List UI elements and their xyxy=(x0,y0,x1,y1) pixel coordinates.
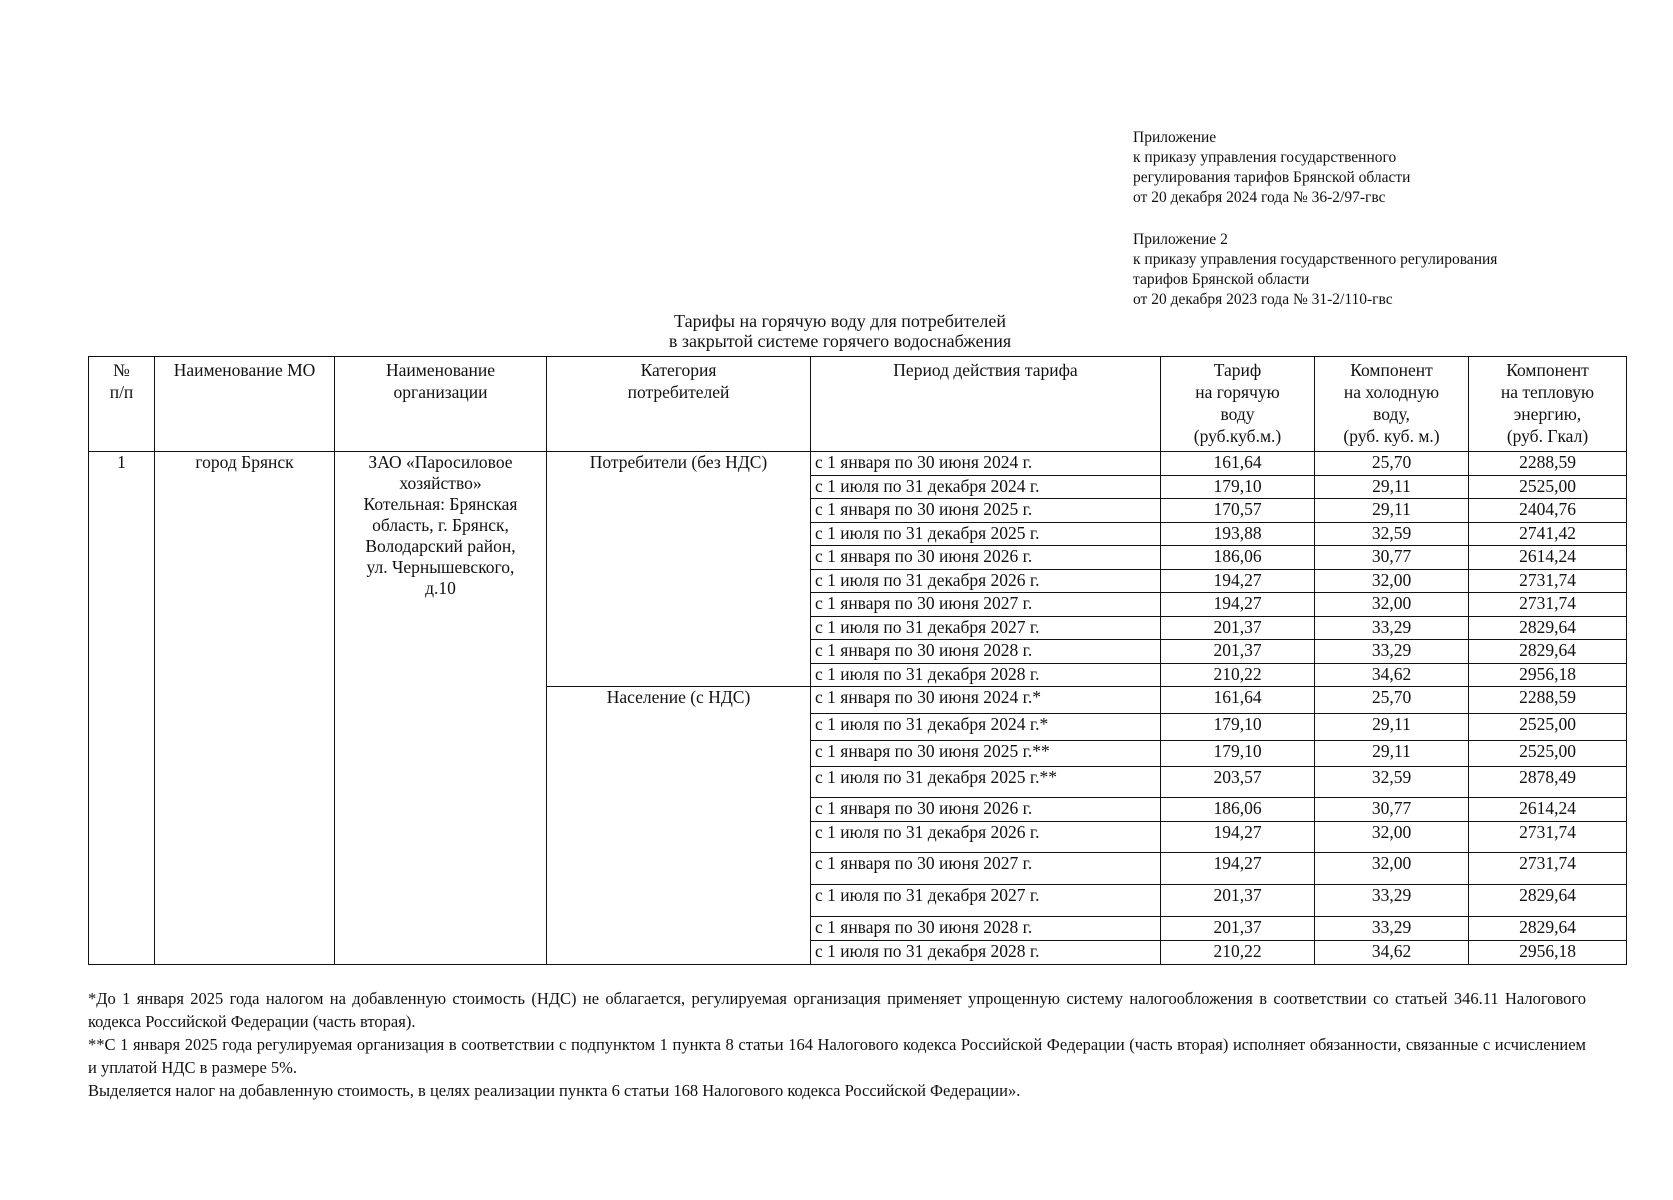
heat-cell: 2525,00 xyxy=(1469,475,1627,499)
heat-cell: 2288,59 xyxy=(1469,687,1627,714)
period-cell: с 1 января по 30 июня 2027 г. xyxy=(811,853,1161,885)
period-cell: с 1 января по 30 июня 2024 г.* xyxy=(811,687,1161,714)
heat-cell: 2829,64 xyxy=(1469,616,1627,640)
appendix-line: Приложение xyxy=(1133,129,1217,146)
mo-name-cell: город Брянск xyxy=(155,452,335,965)
cold-water-cell: 32,00 xyxy=(1315,853,1469,885)
tariff-cell: 193,88 xyxy=(1161,522,1315,546)
tariff-cell: 194,27 xyxy=(1161,853,1315,885)
header-tariff: Тариф на горячую воду (руб.куб.м.) xyxy=(1161,357,1315,452)
heat-cell: 2731,74 xyxy=(1469,569,1627,593)
cold-water-cell: 32,59 xyxy=(1315,522,1469,546)
tariff-cell: 161,64 xyxy=(1161,452,1315,476)
header-num: № п/п xyxy=(89,357,155,452)
header-heat-component: Компонент на тепловую энергию, (руб. Гкал) xyxy=(1469,357,1627,452)
table-title-line: в закрытой системе горячего водоснабжения xyxy=(668,331,1012,351)
cold-water-cell: 30,77 xyxy=(1315,546,1469,570)
footnotes xyxy=(88,987,1586,1102)
cold-water-cell: 34,62 xyxy=(1315,941,1469,965)
tariff-cell: 194,27 xyxy=(1161,822,1315,853)
appendix-line: Приложение 2 xyxy=(1133,231,1228,248)
heat-cell: 2288,59 xyxy=(1469,452,1627,476)
period-cell: с 1 января по 30 июня 2028 г. xyxy=(811,917,1161,941)
appendix-line: к приказу управления государственного регулирования xyxy=(1133,251,1498,268)
period-cell: с 1 января по 30 июня 2025 г. xyxy=(811,499,1161,523)
tariff-cell: 179,10 xyxy=(1161,741,1315,767)
header-org-name: Наименование организации xyxy=(335,357,547,452)
period-cell: с 1 января по 30 июня 2026 г. xyxy=(811,546,1161,570)
cold-water-cell: 32,00 xyxy=(1315,822,1469,853)
cold-water-cell: 33,29 xyxy=(1315,885,1469,917)
tariff-cell: 194,27 xyxy=(1161,593,1315,617)
heat-cell: 2956,18 xyxy=(1469,941,1627,965)
tariff-cell: 179,10 xyxy=(1161,475,1315,499)
table-header-row xyxy=(89,357,1627,452)
cold-water-cell: 29,11 xyxy=(1315,475,1469,499)
tariff-cell: 201,37 xyxy=(1161,616,1315,640)
tariff-cell: 210,22 xyxy=(1161,941,1315,965)
appendix-1-note xyxy=(1133,128,1653,208)
heat-cell: 2404,76 xyxy=(1469,499,1627,523)
heat-cell: 2829,64 xyxy=(1469,917,1627,941)
cold-water-cell: 33,29 xyxy=(1315,616,1469,640)
heat-cell: 2956,18 xyxy=(1469,663,1627,687)
appendix-line: от 20 декабря 2024 года № 36-2/97-гвс xyxy=(1133,189,1386,206)
heat-cell: 2731,74 xyxy=(1469,853,1627,885)
period-cell: с 1 июля по 31 декабря 2028 г. xyxy=(811,941,1161,965)
header-cold-water-component: Компонент на холодную воду, (руб. куб. м.) xyxy=(1315,357,1469,452)
cold-water-cell: 32,00 xyxy=(1315,593,1469,617)
table-row xyxy=(89,452,1627,476)
cold-water-cell: 29,11 xyxy=(1315,499,1469,523)
heat-cell: 2525,00 xyxy=(1469,741,1627,767)
period-cell: с 1 июля по 31 декабря 2028 г. xyxy=(811,663,1161,687)
appendix-line: тарифов Брянской области xyxy=(1133,271,1310,288)
category-cell: Население (с НДС) xyxy=(547,687,811,965)
cold-water-cell: 33,29 xyxy=(1315,640,1469,664)
period-cell: с 1 января по 30 июня 2026 г. xyxy=(811,798,1161,822)
period-cell: с 1 января по 30 июня 2027 г. xyxy=(811,593,1161,617)
period-cell: с 1 июля по 31 декабря 2024 г.* xyxy=(811,714,1161,741)
heat-cell: 2878,49 xyxy=(1469,767,1627,798)
appendix-line: регулирования тарифов Брянской области xyxy=(1133,169,1411,186)
row-number-cell: 1 xyxy=(89,452,155,965)
heat-cell: 2829,64 xyxy=(1469,640,1627,664)
tariff-cell: 186,06 xyxy=(1161,546,1315,570)
cold-water-cell: 25,70 xyxy=(1315,452,1469,476)
period-cell: с 1 июля по 31 декабря 2024 г. xyxy=(811,475,1161,499)
tariff-cell: 203,57 xyxy=(1161,767,1315,798)
tariff-cell: 201,37 xyxy=(1161,885,1315,917)
footnote-vat-5-percent: **С 1 января 2025 года регулируемая организация в соответствии с подпунктом 1 пункта 8 статьи 164 Налогового кодекса Российской Федерации (часть вторая) исполняет обязанности, связанные с исчислением и уплатой НДС в размере 5%. xyxy=(88,1035,1586,1077)
cold-water-cell: 29,11 xyxy=(1315,741,1469,767)
appendix-line: от 20 декабря 2023 года № 31-2/110-гвс xyxy=(1133,291,1393,308)
header-mo-name: Наименование МО xyxy=(155,357,335,452)
tariff-cell: 210,22 xyxy=(1161,663,1315,687)
cold-water-cell: 30,77 xyxy=(1315,798,1469,822)
table-title xyxy=(600,311,1080,351)
table-title-line: Тарифы на горячую воду для потребителей xyxy=(674,311,1006,331)
header-category: Категория потребителей xyxy=(547,357,811,452)
tariff-cell: 170,57 xyxy=(1161,499,1315,523)
cold-water-cell: 32,59 xyxy=(1315,767,1469,798)
cold-water-cell: 32,00 xyxy=(1315,569,1469,593)
footnote-vat-exempt: *До 1 января 2025 года налогом на добавленную стоимость (НДС) не облагается, регулируемая организация применяет упрощенную систему налогообложения в соответствии со статьей 346.11 Налогового кодекса Российской Федерации (часть вторая). xyxy=(88,989,1586,1031)
cold-water-cell: 33,29 xyxy=(1315,917,1469,941)
heat-cell: 2731,74 xyxy=(1469,593,1627,617)
period-cell: с 1 июля по 31 декабря 2025 г.** xyxy=(811,767,1161,798)
heat-cell: 2614,24 xyxy=(1469,546,1627,570)
period-cell: с 1 января по 30 июня 2024 г. xyxy=(811,452,1161,476)
category-cell: Потребители (без НДС) xyxy=(547,452,811,687)
appendix-2-note xyxy=(1133,230,1653,310)
tariff-cell: 201,37 xyxy=(1161,640,1315,664)
tariff-cell: 186,06 xyxy=(1161,798,1315,822)
header-period: Период действия тарифа xyxy=(811,357,1161,452)
period-cell: с 1 июля по 31 декабря 2026 г. xyxy=(811,569,1161,593)
tariff-cell: 161,64 xyxy=(1161,687,1315,714)
heat-cell: 2731,74 xyxy=(1469,822,1627,853)
period-cell: с 1 июля по 31 декабря 2025 г. xyxy=(811,522,1161,546)
tariff-table xyxy=(88,356,1627,965)
heat-cell: 2525,00 xyxy=(1469,714,1627,741)
heat-cell: 2741,42 xyxy=(1469,522,1627,546)
period-cell: с 1 января по 30 июня 2025 г.** xyxy=(811,741,1161,767)
period-cell: с 1 июля по 31 декабря 2026 г. xyxy=(811,822,1161,853)
cold-water-cell: 34,62 xyxy=(1315,663,1469,687)
tariff-cell: 201,37 xyxy=(1161,917,1315,941)
period-cell: с 1 июля по 31 декабря 2027 г. xyxy=(811,616,1161,640)
tariff-cell: 179,10 xyxy=(1161,714,1315,741)
period-cell: с 1 июля по 31 декабря 2027 г. xyxy=(811,885,1161,917)
period-cell: с 1 января по 30 июня 2028 г. xyxy=(811,640,1161,664)
appendix-line: к приказу управления государственного xyxy=(1133,149,1397,166)
heat-cell: 2829,64 xyxy=(1469,885,1627,917)
heat-cell: 2614,24 xyxy=(1469,798,1627,822)
tariff-cell: 194,27 xyxy=(1161,569,1315,593)
cold-water-cell: 29,11 xyxy=(1315,714,1469,741)
org-name-cell: ЗАО «Паросиловое хозяйство» Котельная: Брянская область, г. Брянск, Володарский район, ул. Чернышевского, д.10 xyxy=(335,452,547,965)
footnote-vat-allocation: Выделяется налог на добавленную стоимость, в целях реализации пункта 6 статьи 168 Налогового кодекса Российской Федерации». xyxy=(88,1081,1021,1100)
cold-water-cell: 25,70 xyxy=(1315,687,1469,714)
